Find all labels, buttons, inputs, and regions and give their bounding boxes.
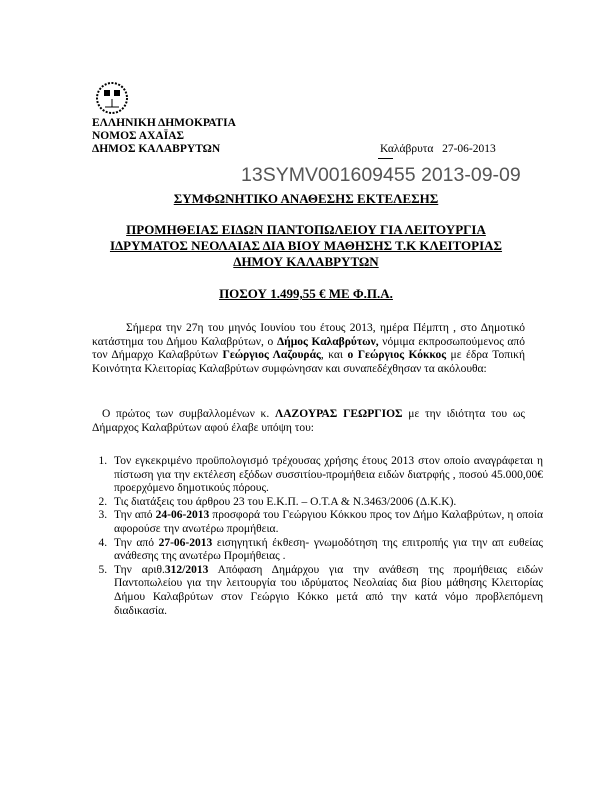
header-line-1: ΕΛΛΗΝΙΚΗ ΔΗΜΟΚΡΑΤΙΑ: [92, 117, 236, 129]
list-item: 5. Την αριθ.312/2013 Απόφαση Δημάρχου για την ανάθεση της προμήθειας ειδών Παντοπωλείου για την λειτουργία του ιδρύματος Νεολαίας δια βίου μάθησης Κλειτορίας Δήμου Καλαβρύτων στον Γεώργιο Κόκκο μετά από την κατά νόμο προβλεπόμενη διαδικασία.: [110, 564, 543, 618]
contractor-name: ο Γεώργιος Κόκκος: [347, 349, 447, 362]
subject-line-2: ΙΔΡΥΜΑΤΟΣ ΝΕΟΛΑΙΑΣ ΔΙΑ ΒΙΟΥ ΜΑΘΗΣΗΣ Τ.Κ ΚΛΕΙΤΟΡΙΑΣ: [109, 238, 503, 253]
registry-stamp: 13SYMV001609455 2013-09-09: [241, 164, 521, 186]
intro-paragraph: [92, 322, 525, 376]
intro-text: Σήμερα την 27η του μηνός Ιουνίου του έτους 2013, ημέρα Πέμπτη , στο Δημοτικό κατάστημα του Δήμου Καλαβρύτων, ο: [92, 322, 525, 348]
mayor-name: Γεώργιος Λαζουράς: [222, 349, 321, 362]
amount-title: ΠΟΣΟΥ 1.499,55 € ΜΕ Φ.Π.Α.: [219, 286, 393, 301]
list-item: 2. Τις διατάξεις του άρθρου 23 του Ε.Κ.Π. – Ο.Τ.Α & Ν.3463/2006 (Δ.Κ.Κ).: [110, 496, 543, 510]
municipality-name: Δήμος Καλαβρύτων,: [276, 335, 379, 348]
first-party-paragraph: [92, 408, 525, 435]
greek-coat-of-arms-icon: [92, 80, 132, 116]
divider: [378, 158, 393, 159]
subject-line-1: ΠΡΟΜΗΘΕΙΑΣ ΕΙΔΩΝ ΠΑΝΤΟΠΩΛΕΙΟΥ ΓΙΑ ΛΕΙΤΟΥΡΓΙΑ: [126, 222, 486, 237]
document-title: ΣΥΜΦΩΝΗΤΙΚΟ ΑΝΑΘΕΣΗΣ ΕΚΤΕΛΕΣΗΣ: [173, 191, 439, 206]
place-date: [380, 143, 496, 155]
list-item: 3. Την από 24-06-2013 προσφορά του Γεώργιου Κόκκου προς τον Δήμο Καλαβρύτων, η οποία αφορούσε την ανωτέρω προμήθεια.: [110, 509, 543, 536]
party-text: με την ιδιότητα του ως Δήμαρχος Καλαβρύτων αφού έλαβε υπόψη του:: [92, 408, 525, 434]
considerations-list: [92, 455, 543, 618]
list-item: 4. Την από 27-06-2013 εισηγητική έκθεση- γνωμοδότηση της επιτροπής για την απ ευθείας ανάθεσης της ανωτέρω Προμήθειας .: [110, 537, 543, 564]
list-item: 1. Τον εγκεκριμένο προϋπολογισμό τρέχουσας χρήσης έτους 2013 στον οποίο αναγράφεται η πίστωση για την εκτέλεση εξόδων συσσιτίου-προμήθεια ειδών διατρφής , ποσού 45.000,00€ προερχόμενο δημοτικούς πόρους.: [110, 455, 543, 496]
date: 27-06-2013: [442, 143, 496, 155]
place: Καλάβρυτα: [380, 143, 434, 155]
intro-text: με έδρα Τοπική Κοινότητα Κλειτορίας Καλαβρύτων συμφώνησαν και συναπεδέχθησαν τα ακόλουθα:: [92, 349, 525, 375]
header-line-3: ΔΗΜΟΣ ΚΑΛΑΒΡΥΤΩΝ: [92, 143, 221, 155]
intro-text: , και: [320, 349, 348, 362]
intro-text: νόμιμα εκπροσωπούμενος από τον Δήμαρχο Καλαβρύτων: [92, 335, 525, 362]
header-line-2: ΝΟΜΟΣ ΑΧΑΪΑΣ: [92, 130, 185, 142]
party-name: ΛΑΖΟΥΡΑΣ ΓΕΩΡΓΙΟΣ: [274, 408, 403, 420]
subject-line-3: ΔΗΜΟΥ ΚΑΛΑΒΡΥΤΩΝ: [233, 254, 379, 269]
party-text: Ο πρώτος των συμβαλλομένων κ.: [102, 408, 275, 420]
